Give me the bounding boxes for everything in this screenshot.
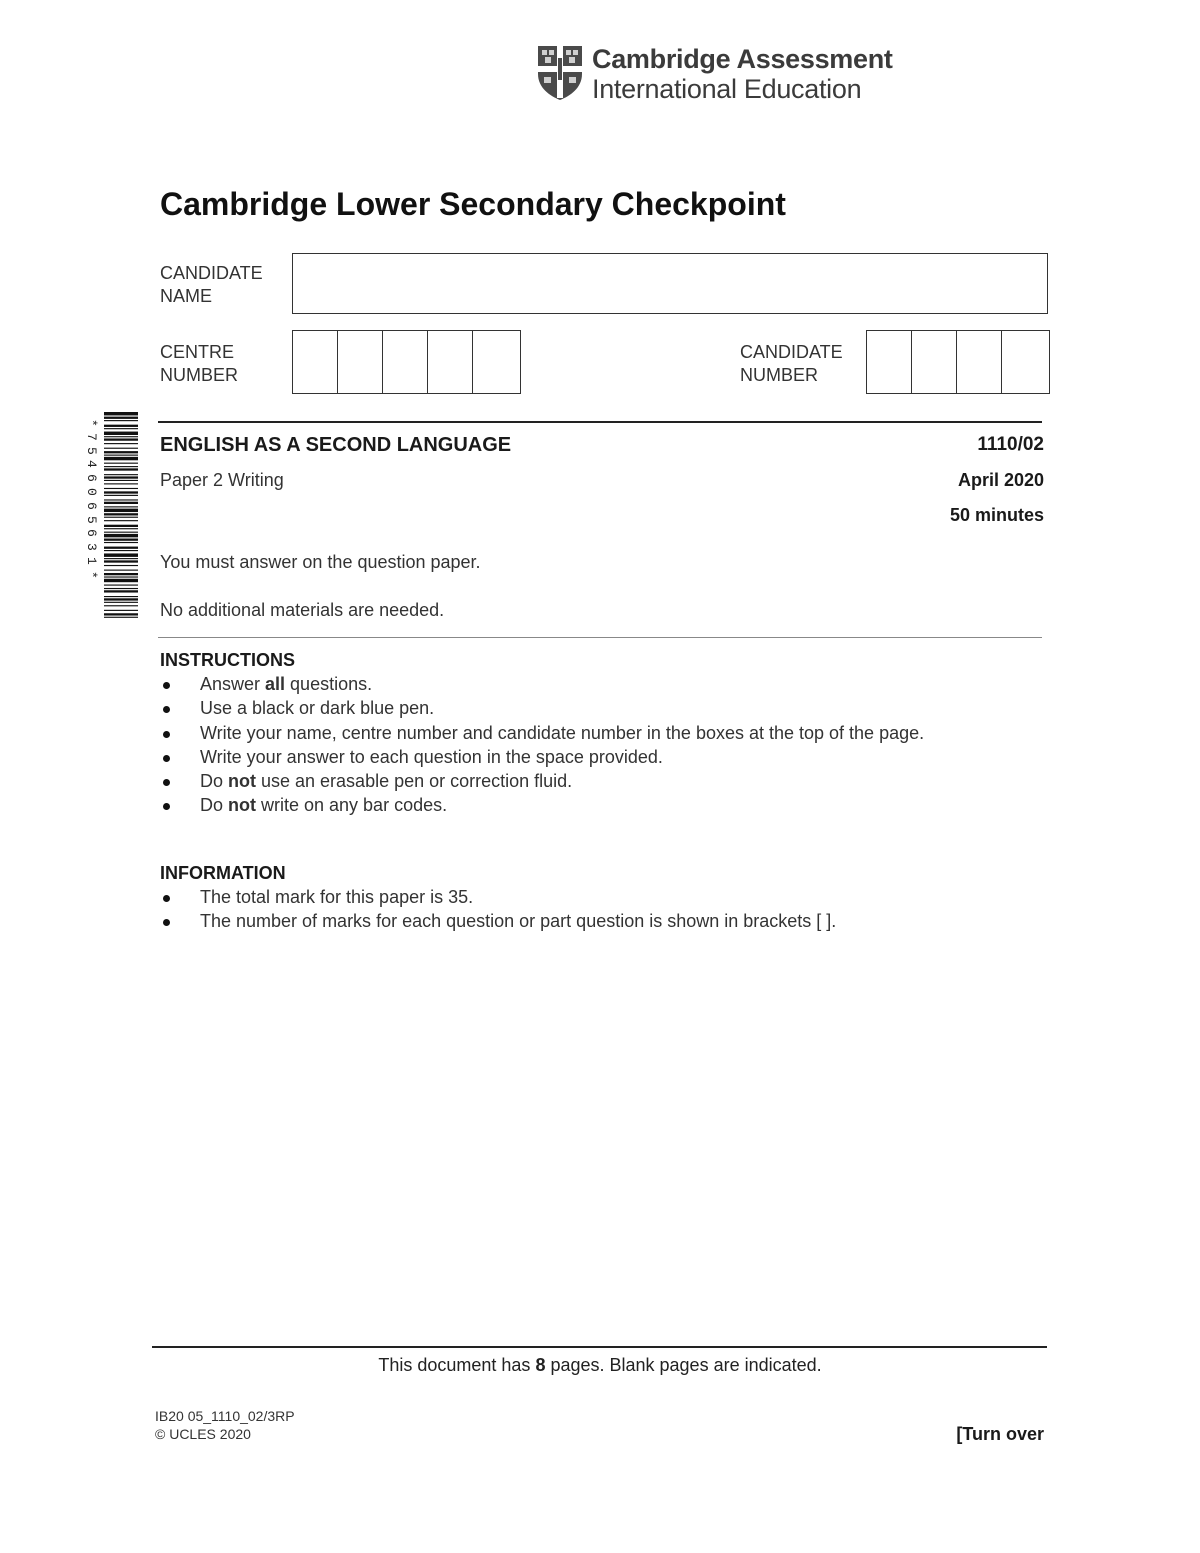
candidate-number-boxes[interactable] (866, 330, 1050, 394)
candidate-number-label (740, 341, 843, 387)
barcode-bar (104, 590, 138, 592)
barcode-bar (104, 520, 138, 521)
exam-duration: 50 minutes (949, 505, 1044, 525)
centre-number-label-line1: CENTRE (160, 342, 235, 362)
information-item: The total mark for this paper is 35. (160, 885, 836, 909)
barcode-bar (104, 539, 138, 541)
instructions-item: Write your answer to each question in the space provided. (160, 745, 924, 769)
barcode-bar (104, 547, 138, 549)
instructions-item: Answer all questions. (160, 672, 924, 696)
barcode-character: * (83, 570, 99, 579)
instructions-item: Do not use an erasable pen or correction fluid. (160, 769, 924, 793)
candidate-name-box[interactable] (292, 253, 1048, 314)
barcode-bar (104, 495, 138, 496)
barcode-bar (104, 448, 138, 449)
divider-footer (152, 1346, 1047, 1348)
barcode-bar (104, 488, 138, 489)
centre-number-digit-box[interactable] (473, 331, 518, 393)
candidate-number-digit-box[interactable] (1002, 331, 1047, 393)
barcode-bar (104, 502, 138, 504)
divider-middle (158, 637, 1042, 638)
candidate-number-digit-box[interactable] (957, 331, 1002, 393)
cambridge-logo (536, 44, 893, 104)
barcode-character: 3 (83, 543, 99, 551)
candidate-number-label-line2: NUMBER (740, 365, 819, 385)
barcode-bar (104, 432, 138, 435)
barcode-character: 6 (83, 474, 99, 482)
barcode-bar (104, 560, 138, 562)
crest-shield-icon (536, 44, 584, 102)
barcode-bar (104, 565, 138, 566)
barcode-bar (104, 517, 138, 518)
barcode-bar (104, 491, 138, 493)
barcode-bar (104, 417, 138, 419)
barcode-bar (104, 412, 138, 415)
barcode-bar (104, 468, 138, 470)
barcode-bar (104, 576, 138, 577)
answer-note: You must answer on the question paper. (160, 552, 481, 572)
barcode-bar (104, 443, 138, 444)
barcode-bar (104, 425, 138, 427)
exam-session: April 2020 (957, 470, 1044, 490)
barcode-character: 1 (83, 556, 99, 565)
instructions-item: Use a black or dark blue pen. (160, 696, 924, 720)
barcode-bar (104, 455, 138, 456)
turn-over: [Turn over (956, 1424, 1044, 1444)
barcode-bar (104, 579, 138, 582)
barcode-bar (104, 558, 138, 559)
candidate-number-digit-box[interactable] (867, 331, 912, 393)
barcode-bar (104, 610, 138, 611)
barcode-bar (104, 474, 138, 475)
barcode-bar (104, 613, 138, 615)
information-heading: INFORMATION (160, 863, 286, 883)
barcode-character: * (83, 418, 99, 427)
barcode-character: 5 (83, 446, 99, 455)
barcode-bar (104, 457, 138, 460)
document-reference: IB20 05_1110_02/3RP (155, 1408, 295, 1424)
logo-line-1: Cambridge Assessment (592, 44, 893, 74)
materials-note: No additional materials are needed. (160, 600, 445, 620)
instructions-item: Do not write on any bar codes. (160, 793, 924, 817)
centre-number-label (160, 341, 238, 387)
barcode-bar (104, 570, 138, 571)
barcode-bar (104, 605, 138, 606)
barcode-bar (104, 550, 138, 551)
candidate-name-label-line2: NAME (160, 286, 213, 306)
barcode-character: 5 (83, 515, 99, 524)
centre-number-digit-box[interactable] (428, 331, 473, 393)
barcode-character: 6 (83, 529, 99, 538)
barcode-bar (104, 596, 138, 597)
barcode-bar (104, 525, 138, 527)
barcode-bar (104, 466, 138, 467)
barcode-bar (104, 438, 138, 440)
information-list (160, 885, 836, 934)
centre-number-digit-box[interactable] (383, 331, 428, 393)
centre-number-digit-box[interactable] (293, 331, 338, 393)
barcode-bar (104, 499, 138, 500)
barcode-bar (104, 483, 138, 484)
barcode-bar (104, 463, 138, 464)
page-count-before: This document has (378, 1355, 536, 1375)
candidate-number-digit-box[interactable] (912, 331, 957, 393)
barcode-bar (104, 451, 138, 453)
barcode-bar (104, 588, 138, 589)
barcode-bar (104, 509, 138, 512)
candidate-name-label-line1: CANDIDATE (160, 263, 263, 283)
instructions-item: Write your name, centre number and candidate number in the boxes at the top of the page. (160, 721, 924, 745)
barcode-bar (104, 436, 138, 437)
barcode-bar (104, 532, 138, 533)
barcode-bar (104, 573, 138, 575)
barcode-character: 4 (83, 460, 99, 469)
centre-number-boxes[interactable] (292, 330, 521, 394)
instructions-heading: INSTRUCTIONS (160, 650, 295, 670)
paper-code: 1110/02 (977, 434, 1044, 455)
centre-number-label-line2: NUMBER (160, 365, 239, 385)
instructions-list (160, 672, 924, 818)
page-count-number: 8 (535, 1355, 546, 1375)
barcode-bar (104, 617, 138, 618)
information-item: The number of marks for each question or part question is shown in brackets [ ]. (160, 909, 836, 933)
copyright: © UCLES 2020 (155, 1426, 251, 1442)
candidate-number-label-line1: CANDIDATE (740, 342, 843, 362)
barcode-bar (104, 513, 138, 515)
barcode-bar (104, 542, 138, 543)
logo-line-2: International Education (592, 74, 862, 104)
barcode-character: 7 (83, 432, 99, 441)
divider-top (158, 421, 1042, 423)
barcode-character: 0 (83, 487, 99, 496)
barcode-bar (104, 476, 138, 478)
page-count-after: pages. Blank pages are indicated. (545, 1355, 822, 1375)
page-title: Cambridge Lower Secondary Checkpoint (160, 186, 786, 222)
barcode-bar (104, 602, 138, 603)
candidate-name-label (160, 262, 263, 308)
barcode-bar (104, 553, 138, 556)
barcode-bar (104, 585, 138, 586)
barcode-bar (104, 534, 138, 537)
barcode-bar (104, 428, 138, 429)
barcode-bar (104, 528, 138, 529)
barcode-number (84, 416, 98, 582)
barcode-bar (104, 506, 138, 507)
barcode-bar (104, 598, 138, 600)
subject-title: ENGLISH AS A SECOND LANGUAGE (160, 434, 512, 456)
barcode (104, 412, 138, 620)
page-count-note (0, 1355, 1200, 1376)
barcode-character: 6 (83, 501, 99, 510)
barcode-bar (104, 420, 138, 421)
centre-number-digit-box[interactable] (338, 331, 383, 393)
barcode-bar (104, 480, 138, 481)
paper-component: Paper 2 Writing (160, 470, 284, 490)
